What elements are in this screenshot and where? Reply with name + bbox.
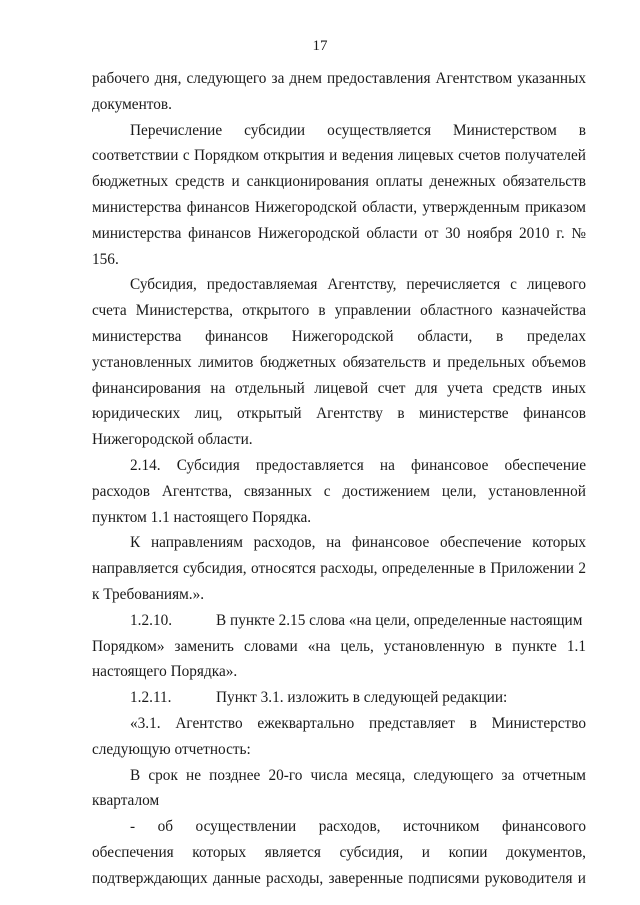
paragraph-continuation: рабочего дня, следующего за днем предоставления Агентством указанных документов. [92, 70, 586, 113]
clause-number: 1.2.10. [130, 611, 173, 629]
text-line: подтверждающих данные расходы, заверенные подписями руководителя и [92, 869, 586, 887]
paragraph-expense-report [92, 814, 586, 891]
paragraph-clause-2-14: 2.14. Субсидия предоставляется на финансовое обеспечение расходов Агентства, связанных с достижением цели, установленной пунктом 1.1 настоящего Порядка. [92, 456, 586, 526]
clause-1-2-11 [92, 685, 586, 711]
paragraph-subsidy-transfer: Перечисление субсидии осуществляется Министерством в соответствии с Порядком открытия и ведения лицевых счетов получателей бюджетных средств и санкционирования оплаты денежных обязательств министерства финансов Нижегородской области, утвержденным приказом министерства финансов Нижегородской области от 30 ноября 2010 г. № 156. [92, 121, 586, 268]
paragraph-deadline: В срок не позднее 20-го числа месяца, следующего за отчетным кварталом [92, 766, 586, 810]
text-line: - об осуществлении расходов, источником финансового [130, 818, 586, 836]
document-body [92, 66, 586, 892]
paragraph-clause-3-1: «3.1. Агентство ежеквартально представляет в Министерство следующую отчетность: [92, 714, 586, 758]
clause-text: Пункт 3.1. изложить в следующей редакции: [216, 689, 508, 707]
clause-number: 1.2.11. [130, 689, 172, 707]
clause-text: В пункте 2.15 слова «на цели, определенные настоящим [216, 611, 583, 629]
text-line: обеспечения которых является субсидия, и копии документов, [92, 843, 586, 861]
clause-1-2-10-continuation: Порядком» заменить словами «на цель, установленную в пункте 1.1 настоящего Порядка». [92, 637, 586, 681]
clause-1-2-10 [92, 608, 586, 634]
paragraph-expense-directions: К направлениям расходов, на финансовое обеспечение которых направляется субсидия, относятся расходы, определенные в Приложении 2 к Требованиям.». [92, 534, 586, 603]
page-number: 17 [312, 38, 328, 54]
paragraph-subsidy-account: Субсидия, предоставляемая Агентству, перечисляется с лицевого счета Министерства, открытого в управлении областного казначейства министерства финансов Нижегородской области, в пределах установленных лимитов бюджетных обязательств и предельных объемов финансирования на отдельный лицевой счет для учета средств иных юридических лиц, открытый Агентству в министерстве финансов Нижегородской области. [92, 276, 586, 449]
